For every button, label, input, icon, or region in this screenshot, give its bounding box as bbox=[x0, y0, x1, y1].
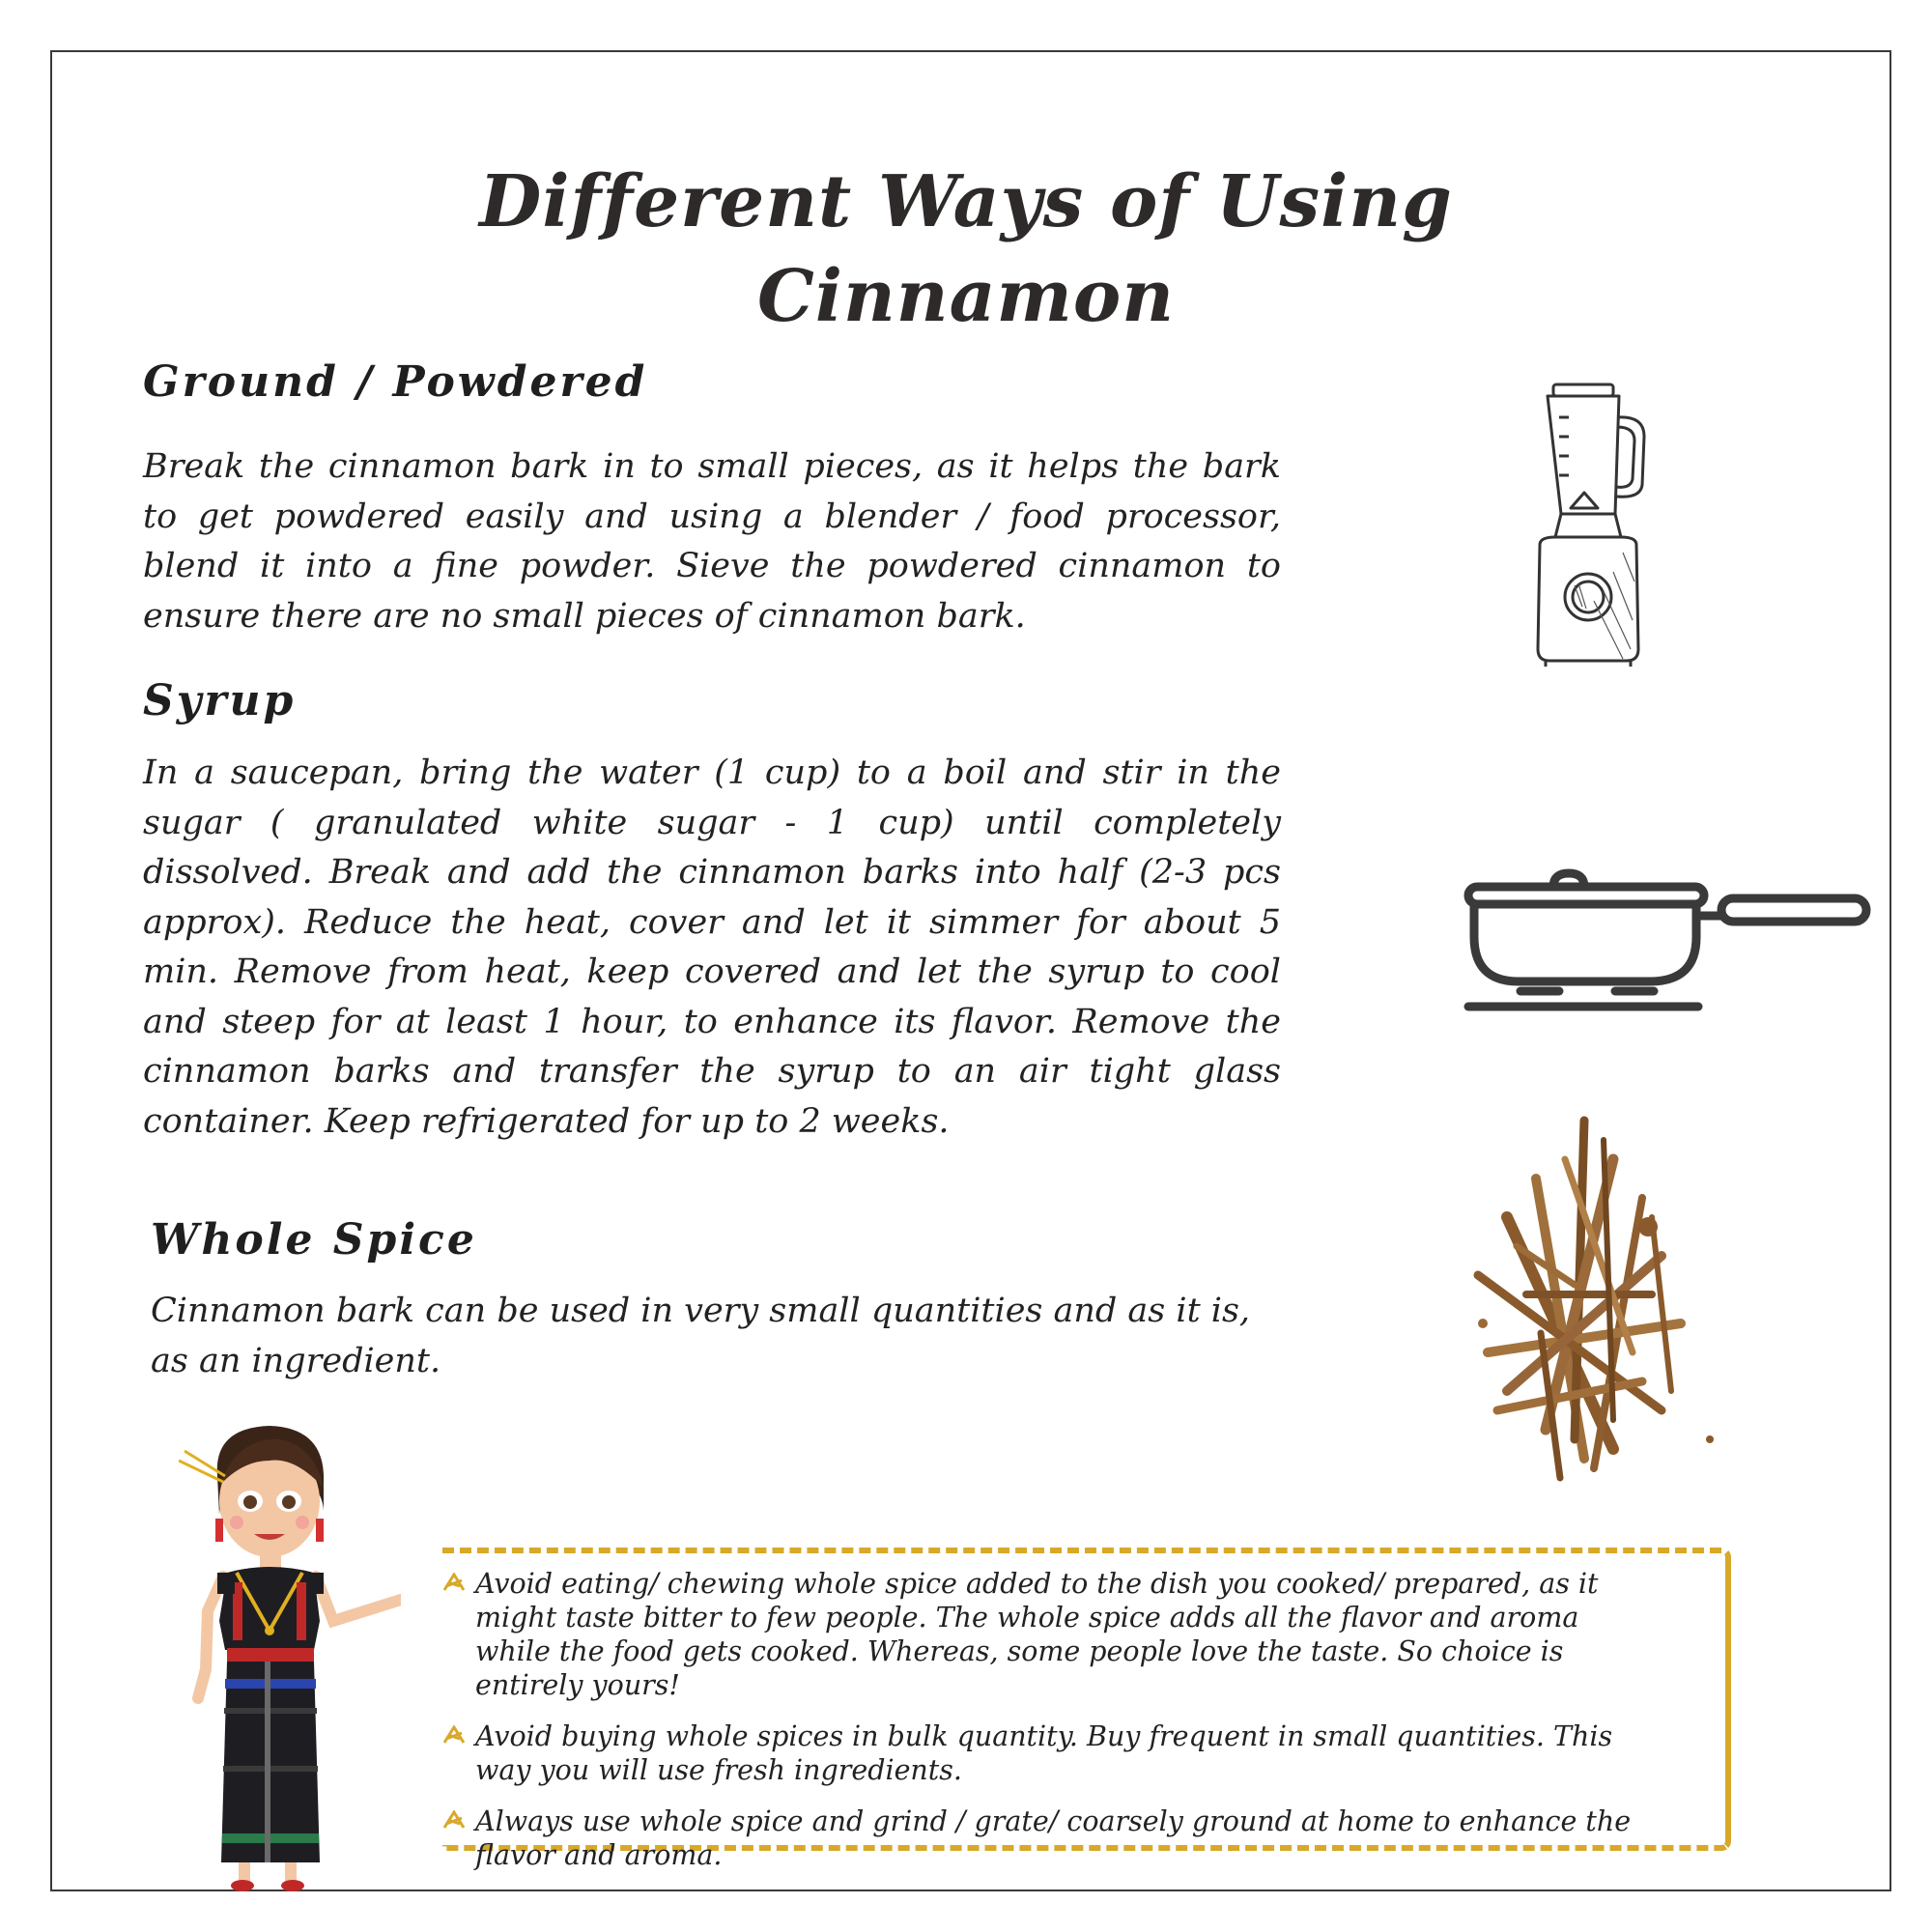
tip-item bbox=[442, 1804, 1650, 1872]
cinnamon-bark-pieces-image bbox=[1468, 1101, 1729, 1488]
section-heading-syrup: Syrup bbox=[143, 676, 297, 725]
section-heading-ground: Ground / Powdered bbox=[143, 357, 648, 407]
tips-list bbox=[442, 1567, 1650, 1889]
section-heading-whole-spice: Whole Spice bbox=[151, 1215, 477, 1264]
tip-text: Avoid buying whole spices in bulk quantity. Buy frequent in small quantities. This way you will use fresh ingredients. bbox=[475, 1720, 1613, 1786]
bullet-star-icon bbox=[442, 1810, 466, 1832]
bullet-star-icon bbox=[442, 1725, 466, 1747]
title-line-1: Different Ways of Using bbox=[479, 160, 1453, 243]
tip-item bbox=[442, 1719, 1650, 1787]
title-line-2: Cinnamon bbox=[756, 255, 1176, 338]
tip-item bbox=[442, 1567, 1650, 1702]
tip-text: Avoid eating/ chewing whole spice added to the dish you cooked/ prepared, as it might taste bitter to few people. The whole spice adds all the flavor and aroma while the food gets cooked. Whereas, some people love the taste. So choice is entirely yours! bbox=[475, 1568, 1599, 1701]
section-body-syrup: In a saucepan, bring the water (1 cup) to a boil and stir in the sugar ( granulated white sugar - 1 cup) until completely dissolved. Break and add the cinnamon barks into half (2-3 pcs approx). Reduce the heat, cover and let it simmer for about 5 min. Remove from heat, keep covered and let the syrup to cool and steep for at least 1 hour, to enhance its flavor. Remove the cinnamon barks and transfer the syrup to an air tight glass container. Keep refrigerated for up to 2 weeks. bbox=[143, 753, 1281, 1141]
section-body-ground: Break the cinnamon bark in to small pieces, as it helps the bark to get powdered easily and using a blender / food processor, blend it into a fine powder. Sieve the powdered cinnamon to ensure there are no small pieces of cinnamon bark. bbox=[143, 447, 1281, 636]
page-title bbox=[386, 155, 1546, 344]
bullet-star-icon bbox=[442, 1573, 466, 1594]
tip-text: Always use whole spice and grind / grate/ coarsely ground at home to enhance the flavor and aroma. bbox=[475, 1805, 1632, 1871]
woman-presenter-illustration bbox=[179, 1418, 401, 1891]
blender-icon bbox=[1526, 379, 1671, 668]
saucepan-on-stove-icon bbox=[1461, 862, 1876, 1026]
section-body-whole-spice: Cinnamon bark can be used in very small quantities and as it is, as an ingredient. bbox=[151, 1292, 1251, 1380]
